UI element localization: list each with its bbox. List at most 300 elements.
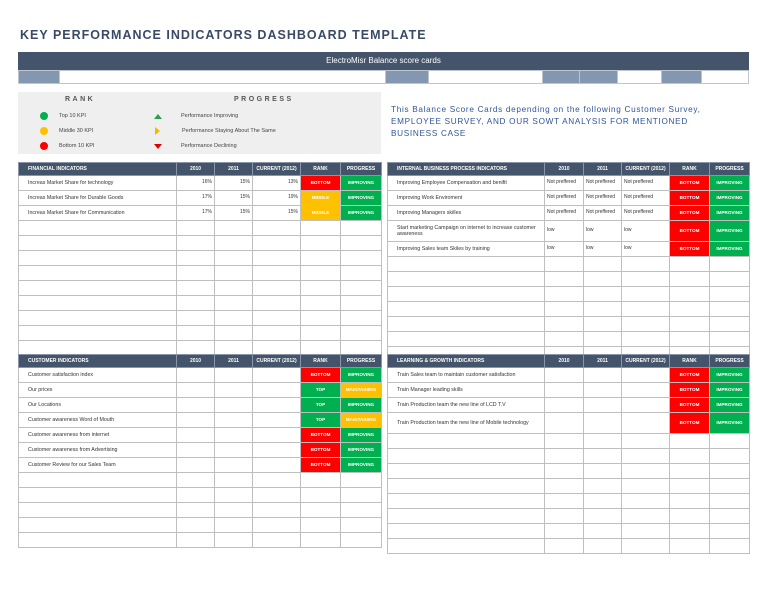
progress-badge [341, 518, 382, 533]
value-cell [177, 428, 215, 443]
indicator-name: Our prices [19, 383, 177, 398]
rank-badge [670, 257, 710, 272]
table-row [388, 368, 750, 383]
legend-progress-same [154, 127, 276, 135]
yellow-dot-icon [40, 127, 48, 135]
value-cell [545, 464, 584, 479]
progress-badge [341, 266, 382, 281]
table-row [388, 221, 750, 242]
value-cell [253, 266, 301, 281]
progress-badge [341, 503, 382, 518]
value-cell [584, 494, 622, 509]
value-cell [545, 302, 584, 317]
indicator-name [388, 539, 545, 554]
rank-badge [670, 332, 710, 347]
table-row [388, 272, 750, 287]
legend-progress-declining [154, 143, 237, 149]
financial-indicators-table [18, 162, 382, 356]
value-cell [622, 509, 670, 524]
value-cell [253, 518, 301, 533]
legend-rank-bottom-label: Bottom 10 KPI [59, 143, 95, 149]
value-cell [545, 479, 584, 494]
value-cell [545, 449, 584, 464]
value-cell: low [545, 242, 584, 257]
progress-badge: IMPROVING [341, 176, 382, 191]
value-cell [177, 311, 215, 326]
progress-badge: IMPROVING [710, 221, 750, 242]
value-cell [177, 473, 215, 488]
column-header: 2011 [215, 355, 253, 368]
rank-badge: BOTTOM [670, 242, 710, 257]
table-row [19, 488, 382, 503]
value-cell: Not preffered [545, 206, 584, 221]
value-cell [584, 539, 622, 554]
value-cell: low [622, 242, 670, 257]
value-cell [177, 221, 215, 236]
table-row [19, 518, 382, 533]
indicator-name [388, 272, 545, 287]
value-cell [215, 458, 253, 473]
value-cell: Not preffered [622, 206, 670, 221]
value-cell [215, 311, 253, 326]
rank-badge: BOTTOM [301, 176, 341, 191]
indicator-name: Customer awareness from internet [19, 428, 177, 443]
value-cell [584, 434, 622, 449]
value-cell [177, 488, 215, 503]
legend-progress-declining-label: Performance Declining [181, 143, 237, 149]
rank-badge [670, 539, 710, 554]
value-cell [584, 368, 622, 383]
value-cell: low [622, 221, 670, 242]
value-cell [177, 368, 215, 383]
indicator-name: Our Locations [19, 398, 177, 413]
table-row [388, 494, 750, 509]
value-cell [215, 518, 253, 533]
value-cell [253, 443, 301, 458]
rank-badge: TOP [301, 413, 341, 428]
column-header: PROGRESS [710, 163, 750, 176]
value-cell [253, 251, 301, 266]
value-cell [584, 413, 622, 434]
value-cell [584, 332, 622, 347]
table-row [388, 206, 750, 221]
column-header: 2010 [177, 355, 215, 368]
table-row [388, 176, 750, 191]
table-row [19, 296, 382, 311]
table-row [19, 368, 382, 383]
value-cell [215, 221, 253, 236]
progress-badge: IMPROVING [710, 176, 750, 191]
progress-badge: IMPROVING [341, 191, 382, 206]
rank-badge [670, 464, 710, 479]
table-row [388, 464, 750, 479]
table-row [19, 443, 382, 458]
progress-badge: IMPROVING [341, 368, 382, 383]
indicator-name [388, 257, 545, 272]
value-cell: 17% [177, 191, 215, 206]
value-cell [177, 458, 215, 473]
triangle-down-icon [154, 144, 162, 149]
table-row [19, 236, 382, 251]
progress-badge: IMPROVING [341, 428, 382, 443]
column-header: INTERNAL BUSINESS PROCESS INDICATORS [388, 163, 545, 176]
value-cell [545, 383, 584, 398]
value-cell: Not preffered [584, 191, 622, 206]
progress-badge: IMPROVING [341, 206, 382, 221]
progress-badge: MAINTAINING [341, 383, 382, 398]
value-cell [177, 326, 215, 341]
progress-badge: IMPROVING [710, 191, 750, 206]
value-cell [253, 383, 301, 398]
progress-badge [710, 272, 750, 287]
table-row [388, 413, 750, 434]
indicator-name [19, 488, 177, 503]
value-cell: 15% [215, 191, 253, 206]
value-cell [622, 257, 670, 272]
column-header: 2010 [545, 355, 584, 368]
rank-badge: BOTTOM [670, 383, 710, 398]
value-cell [584, 398, 622, 413]
indicator-name [19, 518, 177, 533]
indicator-name [388, 332, 545, 347]
indicator-name [388, 449, 545, 464]
column-header: CURRENT (2012) [622, 355, 670, 368]
rank-badge [301, 488, 341, 503]
value-cell: 16% [177, 176, 215, 191]
progress-badge: IMPROVING [710, 206, 750, 221]
scorecard-banner: ElectroMisr Balance score cards [18, 52, 749, 70]
progress-badge [710, 464, 750, 479]
value-cell [545, 272, 584, 287]
value-cell [622, 272, 670, 287]
rank-badge [670, 494, 710, 509]
progress-badge: IMPROVING [710, 368, 750, 383]
learning-growth-indicators-table [387, 354, 750, 554]
value-cell [177, 533, 215, 548]
value-cell [253, 221, 301, 236]
indicator-name [388, 317, 545, 332]
value-cell: low [545, 221, 584, 242]
indicator-name [388, 479, 545, 494]
indicator-name: Increas Market Share for technology [19, 176, 177, 191]
progress-badge [341, 326, 382, 341]
progress-badge: IMPROVING [710, 398, 750, 413]
rank-badge [670, 287, 710, 302]
indicator-name [388, 464, 545, 479]
table-row [19, 191, 382, 206]
value-cell [622, 479, 670, 494]
indicator-name [388, 287, 545, 302]
column-header: 2011 [215, 163, 253, 176]
value-cell [545, 398, 584, 413]
value-cell [622, 413, 670, 434]
value-cell [177, 266, 215, 281]
table-row [19, 311, 382, 326]
indicator-name [388, 509, 545, 524]
progress-badge [341, 251, 382, 266]
indicator-name [19, 281, 177, 296]
progress-badge: IMPROVING [710, 242, 750, 257]
value-cell [177, 296, 215, 311]
value-cell: Not preffered [545, 176, 584, 191]
progress-badge [341, 221, 382, 236]
banner-stripe [18, 70, 749, 84]
value-cell [622, 302, 670, 317]
legend-rank-top [40, 112, 86, 120]
indicator-name [388, 524, 545, 539]
rank-badge [301, 281, 341, 296]
column-header: PROGRESS [341, 355, 382, 368]
value-cell [177, 383, 215, 398]
progress-badge: IMPROVING [710, 413, 750, 434]
legend-panel [18, 92, 381, 154]
value-cell [622, 539, 670, 554]
value-cell [545, 539, 584, 554]
value-cell [545, 494, 584, 509]
value-cell [253, 326, 301, 341]
value-cell [253, 311, 301, 326]
value-cell [215, 473, 253, 488]
indicator-name: Train Sales team to maintain customer satisfaction [388, 368, 545, 383]
triangle-up-icon [154, 114, 162, 119]
indicator-name [19, 533, 177, 548]
value-cell: Not preffered [545, 191, 584, 206]
internal-process-indicators-table [387, 162, 750, 362]
value-cell [584, 317, 622, 332]
rank-badge [670, 302, 710, 317]
column-header: CURRENT (2012) [622, 163, 670, 176]
legend-progress-improving-label: Performance Improving [181, 113, 239, 119]
value-cell [215, 251, 253, 266]
table-row [19, 398, 382, 413]
value-cell: 15% [253, 206, 301, 221]
table-row [388, 257, 750, 272]
green-dot-icon [40, 112, 48, 120]
value-cell [253, 236, 301, 251]
progress-badge [341, 473, 382, 488]
value-cell [253, 296, 301, 311]
column-header: CURRENT (2012) [253, 355, 301, 368]
rank-badge: MIDDLE [301, 206, 341, 221]
table-row [388, 191, 750, 206]
value-cell [215, 428, 253, 443]
table-row [19, 281, 382, 296]
indicator-name [388, 494, 545, 509]
table-row [19, 176, 382, 191]
value-cell: 17% [177, 206, 215, 221]
value-cell [215, 236, 253, 251]
progress-badge [710, 539, 750, 554]
progress-badge [341, 533, 382, 548]
value-cell [584, 383, 622, 398]
progress-badge: IMPROVING [341, 398, 382, 413]
indicator-name: Train Manager leading skills [388, 383, 545, 398]
column-header: 2011 [584, 355, 622, 368]
rank-badge: BOTTOM [301, 458, 341, 473]
progress-badge: IMPROVING [710, 383, 750, 398]
value-cell [253, 458, 301, 473]
value-cell [622, 494, 670, 509]
rank-badge [670, 524, 710, 539]
column-header: LEARNING & GROWTH INDICATORS [388, 355, 545, 368]
value-cell [622, 434, 670, 449]
table-row [19, 326, 382, 341]
rank-badge [301, 221, 341, 236]
table-row [388, 242, 750, 257]
value-cell [622, 524, 670, 539]
indicator-name: Customer awareness from Advertising [19, 443, 177, 458]
column-header: 2011 [584, 163, 622, 176]
value-cell [584, 287, 622, 302]
progress-badge [710, 287, 750, 302]
progress-badge [341, 488, 382, 503]
progress-badge [710, 434, 750, 449]
value-cell [177, 251, 215, 266]
rank-badge [301, 518, 341, 533]
rank-badge [301, 251, 341, 266]
value-cell [215, 368, 253, 383]
table-row [19, 533, 382, 548]
value-cell [622, 317, 670, 332]
value-cell: 19% [253, 191, 301, 206]
value-cell [584, 272, 622, 287]
indicator-name: Start marketing Campaign on internet to increase customer awareness [388, 221, 545, 242]
rank-badge: MIDDLE [301, 191, 341, 206]
column-header: 2010 [545, 163, 584, 176]
value-cell [177, 281, 215, 296]
rank-badge [301, 236, 341, 251]
value-cell [215, 266, 253, 281]
indicator-name [19, 266, 177, 281]
indicator-name: Improving Employee Compensation and benifit [388, 176, 545, 191]
value-cell [253, 281, 301, 296]
rank-badge [301, 503, 341, 518]
legend-progress-improving [154, 113, 238, 119]
scorecard-description: This Balance Score Cards depending on the following Customer Survey, EMPLOYEE SURVEY, AND OUR SOWT ANALYSIS FOR MENTIONED BUSINESS CASE [391, 105, 701, 138]
value-cell [622, 332, 670, 347]
value-cell [215, 296, 253, 311]
table-row [388, 479, 750, 494]
indicator-name: Customer Review for our Sales Team [19, 458, 177, 473]
progress-badge [710, 509, 750, 524]
column-header: RANK [670, 163, 710, 176]
column-header: PROGRESS [341, 163, 382, 176]
indicator-name [19, 221, 177, 236]
indicator-name: Increas Market Share for Durable Goods [19, 191, 177, 206]
value-cell [545, 413, 584, 434]
rank-badge: BOTTOM [670, 368, 710, 383]
value-cell [545, 332, 584, 347]
value-cell [253, 428, 301, 443]
value-cell [584, 302, 622, 317]
table-row [19, 458, 382, 473]
value-cell [215, 398, 253, 413]
table-row [19, 251, 382, 266]
value-cell [584, 464, 622, 479]
legend-progress-same-label: Performance Staying About The Same [182, 128, 276, 134]
indicator-name [19, 311, 177, 326]
indicator-name [19, 473, 177, 488]
rank-badge [301, 533, 341, 548]
value-cell [545, 524, 584, 539]
rank-badge: BOTTOM [301, 428, 341, 443]
value-cell: Not preffered [622, 176, 670, 191]
progress-badge [341, 311, 382, 326]
value-cell [622, 449, 670, 464]
value-cell: Not preffered [584, 176, 622, 191]
table-row [19, 428, 382, 443]
value-cell [253, 368, 301, 383]
indicator-name: Train Production team the new line of LCD T.V [388, 398, 545, 413]
rank-badge: BOTTOM [670, 413, 710, 434]
table-row [19, 221, 382, 236]
value-cell [215, 413, 253, 428]
rank-badge: BOTTOM [670, 191, 710, 206]
table-row [388, 524, 750, 539]
page-title: KEY PERFORMANCE INDICATORS DASHBOARD TEMPLATE [20, 28, 427, 42]
value-cell [545, 509, 584, 524]
indicator-name: Customer satisfaction index [19, 368, 177, 383]
value-cell [253, 503, 301, 518]
value-cell [177, 236, 215, 251]
rank-badge [301, 266, 341, 281]
legend-progress-title: PROGRESS [234, 96, 294, 103]
progress-badge [710, 317, 750, 332]
table-row [388, 287, 750, 302]
progress-badge: MAINTAINING [341, 413, 382, 428]
table-row [388, 332, 750, 347]
table-row [388, 434, 750, 449]
legend-rank-bottom [40, 142, 94, 150]
rank-badge: BOTTOM [670, 398, 710, 413]
rank-badge: TOP [301, 398, 341, 413]
progress-badge [341, 296, 382, 311]
indicator-name: Improving Work Enviroment [388, 191, 545, 206]
rank-badge [670, 449, 710, 464]
rank-badge [301, 473, 341, 488]
value-cell [545, 257, 584, 272]
value-cell [215, 281, 253, 296]
value-cell [215, 326, 253, 341]
rank-badge: BOTTOM [670, 206, 710, 221]
indicator-name [388, 302, 545, 317]
progress-badge [710, 332, 750, 347]
value-cell [253, 413, 301, 428]
column-header: PROGRESS [710, 355, 750, 368]
value-cell [177, 503, 215, 518]
rank-badge [670, 479, 710, 494]
value-cell [622, 383, 670, 398]
value-cell [177, 443, 215, 458]
rank-badge [301, 296, 341, 311]
value-cell [253, 488, 301, 503]
table-row [19, 206, 382, 221]
indicator-name: Customer awareness Word of Mouth [19, 413, 177, 428]
table-row [388, 449, 750, 464]
table-row [19, 266, 382, 281]
value-cell [622, 464, 670, 479]
table-row [388, 539, 750, 554]
value-cell [584, 479, 622, 494]
value-cell [584, 509, 622, 524]
value-cell [545, 287, 584, 302]
column-header: CURRENT (2012) [253, 163, 301, 176]
table-row [19, 413, 382, 428]
rank-badge: BOTTOM [301, 368, 341, 383]
value-cell: 15% [215, 206, 253, 221]
value-cell [584, 257, 622, 272]
rank-badge [670, 434, 710, 449]
